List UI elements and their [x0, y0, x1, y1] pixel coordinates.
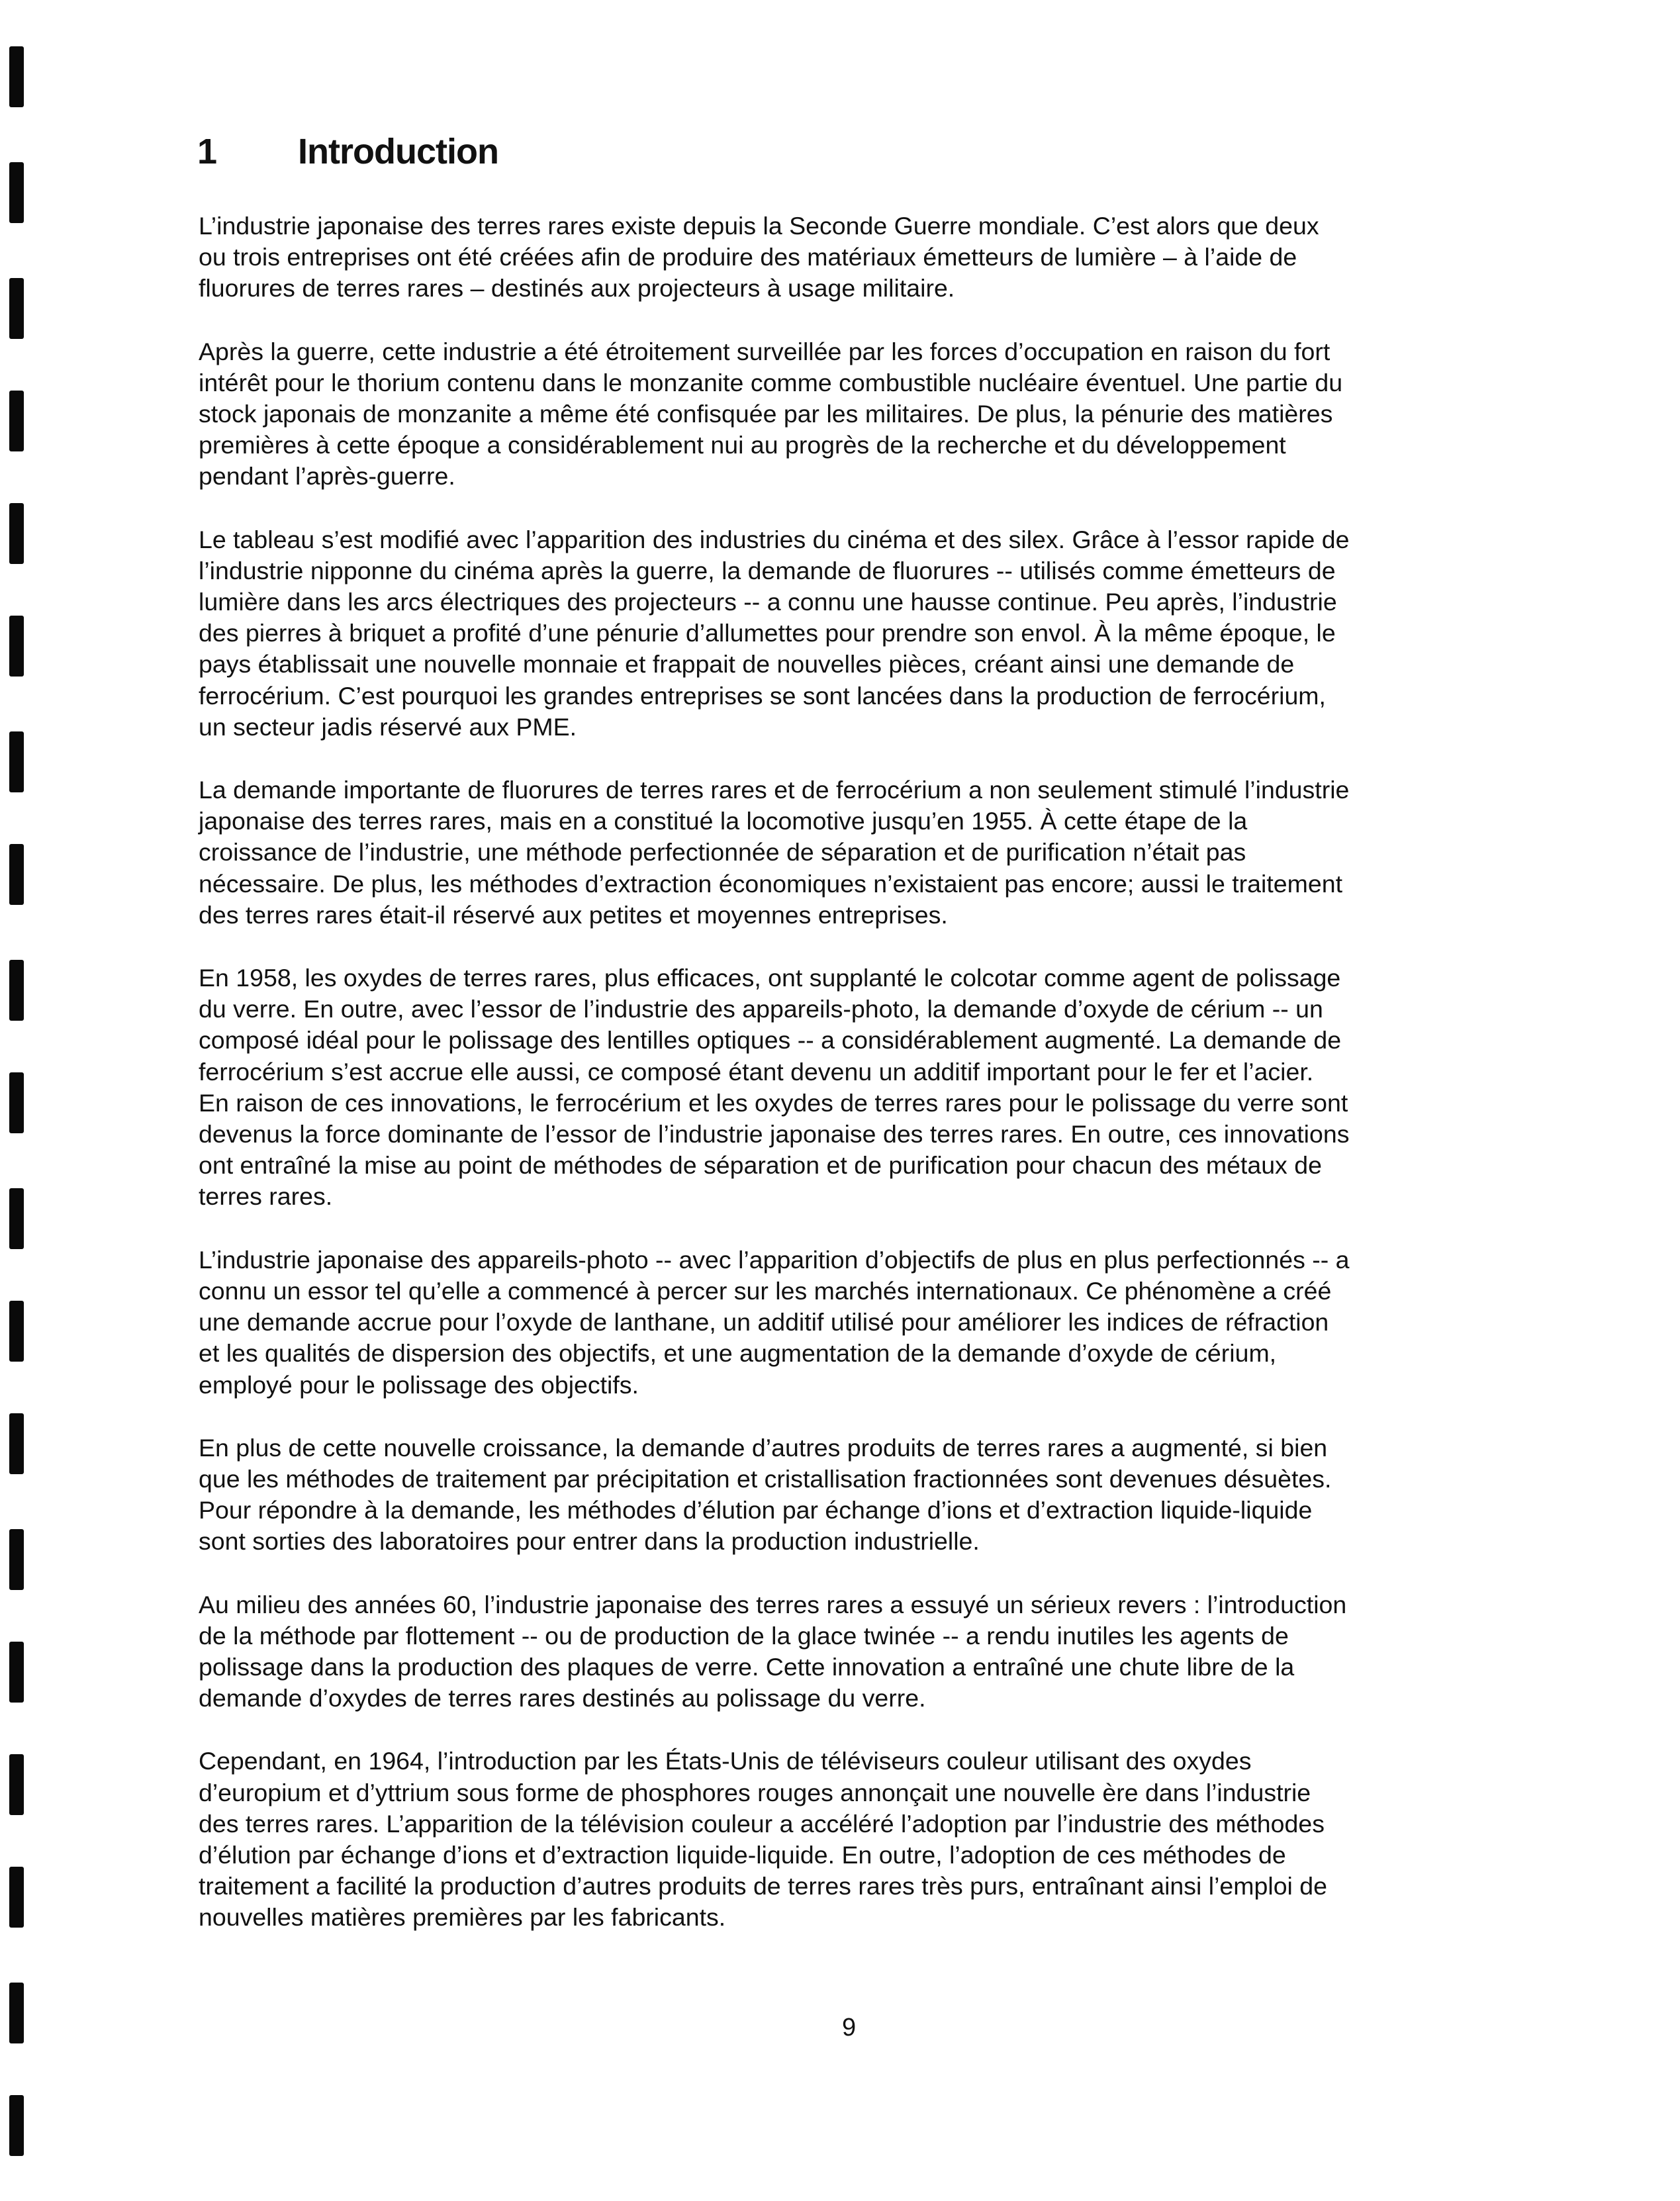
- text-line: pays établissait une nouvelle monnaie et frappait de nouvelles pièces, créant ainsi une demande de: [199, 650, 1295, 679]
- text-line: un secteur jadis réservé aux PME.: [199, 712, 577, 741]
- binding-mark: [9, 1867, 24, 1928]
- binding-mark: [9, 1529, 24, 1590]
- page-number: 9: [842, 2014, 857, 2041]
- binding-mark: [9, 391, 24, 451]
- text-line: Après la guerre, cette industrie a été étroitement surveillée par les forces d’occupation en raison du fort: [199, 337, 1330, 365]
- text-line: d’élution par échange d’ions et d’extraction liquide-liquide. En outre, l’adoption de ces méthodes de: [199, 1840, 1286, 1869]
- paragraph: [199, 1244, 1516, 1401]
- paragraph: [199, 774, 1516, 931]
- binding-mark: [9, 2095, 24, 2156]
- section-number: 1: [197, 132, 217, 171]
- text-line: lumière dans les arcs électriques des projecteurs -- a connu une hausse continue. Peu après, l’industrie: [199, 588, 1337, 616]
- paragraph: [199, 1432, 1516, 1558]
- text-line: de la méthode par flottement -- ou de production de la glace twinée -- a rendu inutiles les agents de: [199, 1621, 1289, 1650]
- text-line: sont sorties des laboratoires pour entrer dans la production industrielle.: [199, 1527, 980, 1556]
- text-line: des pierres à briquet a profité d’une pénurie d’allumettes pour prendre son envol. À la même époque, le: [199, 619, 1336, 647]
- binding-holes: [0, 0, 26, 2201]
- text-line: que les méthodes de traitement par précipitation et cristallisation fractionnées sont devenues désuètes.: [199, 1464, 1332, 1493]
- binding-mark: [9, 46, 24, 107]
- text-line: En 1958, les oxydes de terres rares, plus efficaces, ont supplanté le colcotar comme agent de polissage: [199, 964, 1341, 992]
- text-line: demande d’oxydes de terres rares destinés au polissage du verre.: [199, 1684, 926, 1712]
- section-title: Introduction: [298, 132, 498, 171]
- text-line: intérêt pour le thorium contenu dans le monzanite comme combustible nucléaire éventuel. Une partie du: [199, 368, 1343, 397]
- text-line: d’europium et d’yttrium sous forme de phosphores rouges annonçait une nouvelle ère dans l’industrie: [199, 1778, 1311, 1806]
- text-line: des terres rares. L’apparition de la télévision couleur a accéléré l’adoption par l’industrie des méthodes: [199, 1809, 1325, 1838]
- text-line: devenus la force dominante de l’essor de l’industrie japonaise des terres rares. En outre, ces innovations: [199, 1120, 1350, 1148]
- text-line: japonaise des terres rares, mais en a constitué la locomotive jusqu’en 1955. À cette étape de la: [199, 807, 1248, 835]
- text-line: Le tableau s’est modifié avec l’apparition des industries du cinéma et des silex. Grâce à l’essor rapide de: [199, 525, 1350, 553]
- text-line: nécessaire. De plus, les méthodes d’extraction économiques n’existaient pas encore; aussi le traitement: [199, 869, 1343, 898]
- text-line: polissage dans la production des plaques de verre. Cette innovation a entraîné une chute libre de la: [199, 1652, 1295, 1681]
- paragraph: [199, 1746, 1516, 1933]
- text-line: ou trois entreprises ont été créées afin de produire des matériaux émetteurs de lumière – à l’aide de: [199, 243, 1297, 271]
- binding-mark: [9, 844, 24, 905]
- text-line: En plus de cette nouvelle croissance, la demande d’autres produits de terres rares a augmenté, si bien: [199, 1433, 1328, 1462]
- text-line: une demande accrue pour l’oxyde de lanthane, un additif utilisé pour améliorer les indices de réfraction: [199, 1308, 1329, 1336]
- paragraph: [199, 962, 1516, 1213]
- text-line: Cependant, en 1964, l’introduction par les États-Unis de téléviseurs couleur utilisant des oxydes: [199, 1747, 1252, 1775]
- binding-mark: [9, 1754, 24, 1815]
- text-line: fluorures de terres rares – destinés aux projecteurs à usage militaire.: [199, 274, 955, 303]
- binding-mark: [9, 1301, 24, 1362]
- text-line: l’industrie nipponne du cinéma après la guerre, la demande de fluorures -- utilisés comme émetteurs de: [199, 556, 1336, 585]
- text-line: pendant l’après-guerre.: [199, 462, 455, 491]
- text-line: En raison de ces innovations, le ferrocérium et les oxydes de terres rares pour le polissage du verre sont: [199, 1088, 1348, 1117]
- text-line: stock japonais de monzanite a même été confisquée par les militaires. De plus, la pénurie des matières: [199, 400, 1333, 428]
- binding-mark: [9, 1072, 24, 1133]
- text-line: croissance de l’industrie, une méthode perfectionnée de séparation et de purification n’était pas: [199, 838, 1246, 866]
- paragraph: [199, 1589, 1516, 1714]
- text-line: L’industrie japonaise des terres rares existe depuis la Seconde Guerre mondiale. C’est alors que deux: [199, 212, 1319, 240]
- binding-mark: [9, 278, 24, 339]
- binding-mark: [9, 1413, 24, 1474]
- text-line: composé idéal pour le polissage des lentilles optiques -- a considérablement augmenté. La demande de: [199, 1026, 1342, 1054]
- text-line: La demande importante de fluorures de terres rares et de ferrocérium a non seulement stimulé l’industrie: [199, 776, 1350, 804]
- text-line: terres rares.: [199, 1182, 333, 1211]
- binding-mark: [9, 1642, 24, 1703]
- text-line: employé pour le polissage des objectifs.: [199, 1370, 639, 1399]
- binding-mark: [9, 1188, 24, 1249]
- paragraph: [199, 524, 1516, 743]
- text-line: et les qualités de dispersion des objectifs, et une augmentation de la demande d’oxyde de cérium,: [199, 1339, 1277, 1368]
- binding-mark: [9, 162, 24, 223]
- section-heading: [197, 131, 498, 172]
- text-line: L’industrie japonaise des appareils-photo -- avec l’apparition d’objectifs de plus en plus perfectionnés -- a: [199, 1245, 1350, 1274]
- text-line: Pour répondre à la demande, les méthodes d’élution par échange d’ions et d’extraction liquide-liquide: [199, 1496, 1313, 1524]
- text-line: des terres rares était-il réservé aux petites et moyennes entreprises.: [199, 900, 948, 929]
- text-line: nouvelles matières premières par les fabricants.: [199, 1903, 726, 1932]
- paragraph: [199, 211, 1516, 304]
- binding-mark: [9, 616, 24, 677]
- text-line: du verre. En outre, avec l’essor de l’industrie des appareils-photo, la demande d’oxyde de cérium -- un: [199, 995, 1323, 1023]
- binding-mark: [9, 503, 24, 564]
- text-line: Au milieu des années 60, l’industrie japonaise des terres rares a essuyé un sérieux revers : l’introduction: [199, 1590, 1347, 1618]
- paragraph: [199, 336, 1516, 492]
- text-line: connu un essor tel qu’elle a commencé à percer sur les marchés internationaux. Ce phénomène a créé: [199, 1276, 1332, 1305]
- body-text: [199, 211, 1516, 1965]
- binding-mark: [9, 1983, 24, 2043]
- text-line: ferrocérium. C’est pourquoi les grandes entreprises se sont lancées dans la production de ferrocérium,: [199, 681, 1326, 710]
- text-line: ferrocérium s’est accrue elle aussi, ce composé étant devenu un additif important pour le fer et l’acier.: [199, 1057, 1314, 1086]
- binding-mark: [9, 731, 24, 792]
- binding-mark: [9, 960, 24, 1021]
- text-line: traitement a facilité la production d’autres produits de terres rares très purs, entraînant ainsi l’emploi de: [199, 1872, 1328, 1900]
- text-line: ont entraîné la mise au point de méthodes de séparation et de purification pour chacun des métaux de: [199, 1151, 1322, 1180]
- text-line: premières à cette époque a considérablement nui au progrès de la recherche et du développement: [199, 431, 1286, 459]
